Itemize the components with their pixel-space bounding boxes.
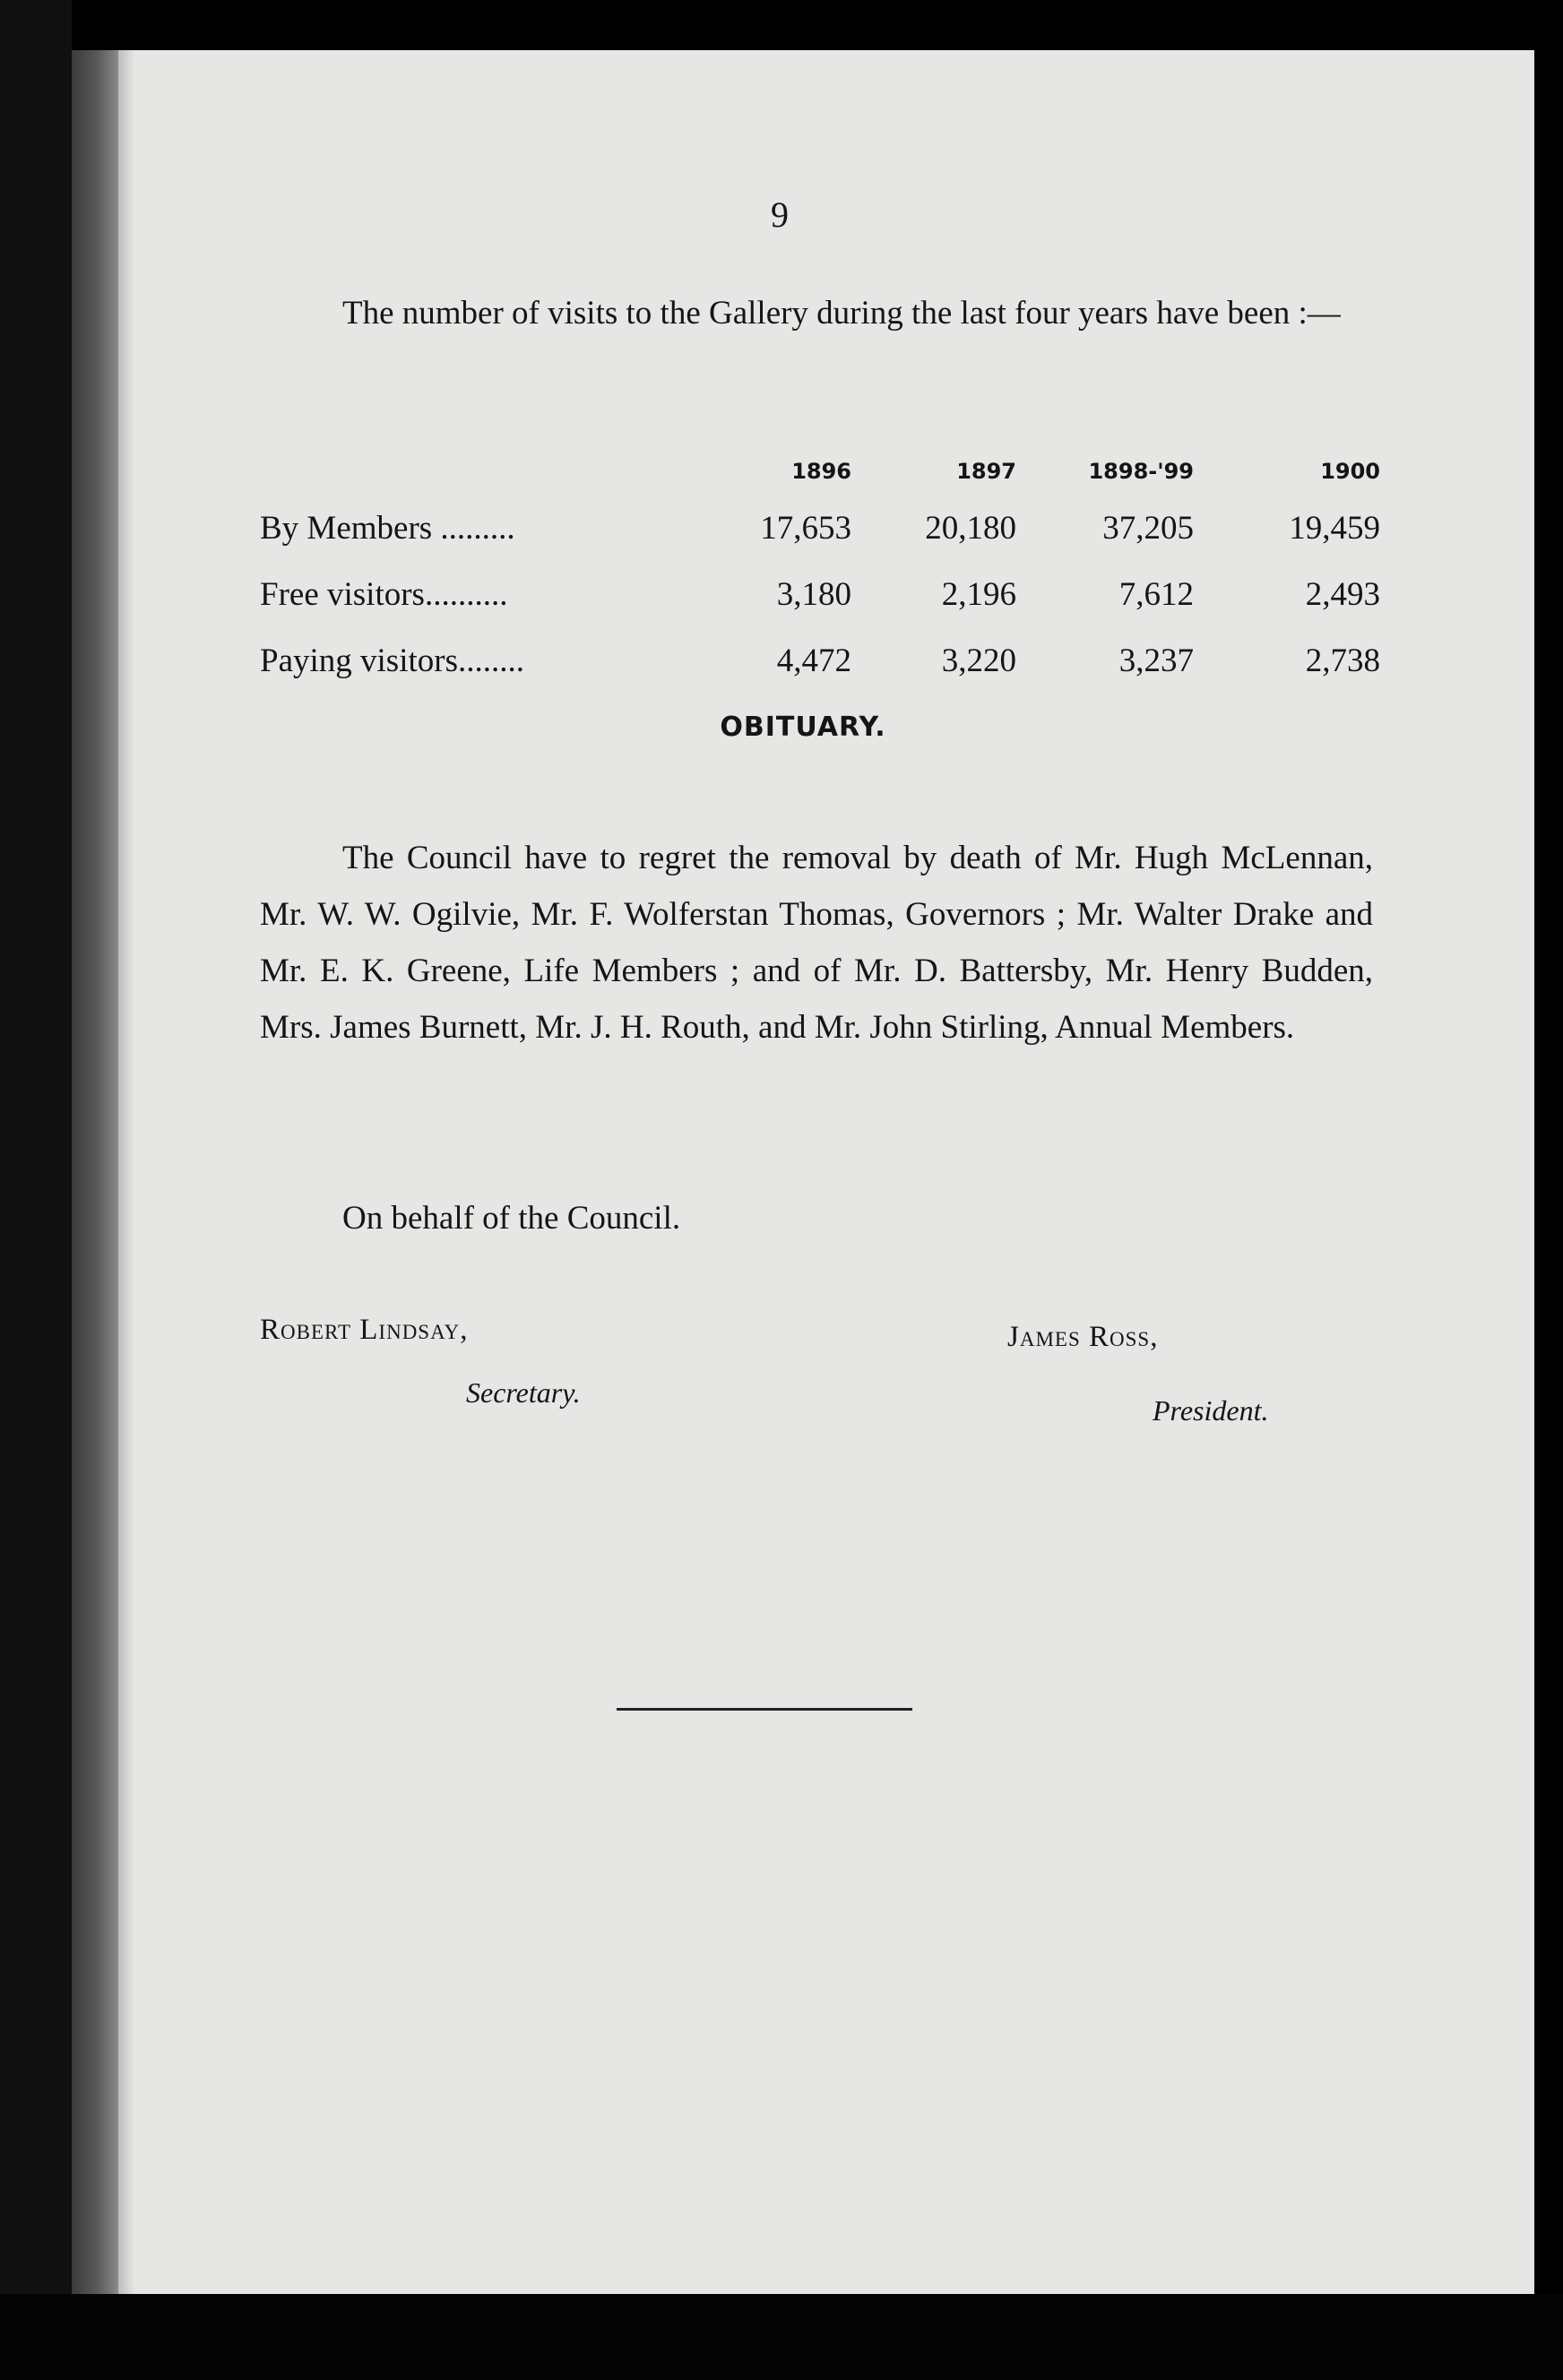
row-label: Paying visitors........ xyxy=(260,642,524,679)
table-cell: 4,472 xyxy=(776,642,851,679)
column-header: 1900 xyxy=(1320,459,1380,484)
book-spine xyxy=(72,50,118,2294)
secretary-signature-name: Robert Lindsay, xyxy=(260,1314,469,1346)
closing-rule xyxy=(617,1708,912,1711)
table-cell: 17,653 xyxy=(760,509,851,547)
table-cell: 19,459 xyxy=(1289,509,1380,547)
table-row xyxy=(260,495,1380,561)
table-cell: 37,205 xyxy=(1102,509,1194,547)
scan-border-right xyxy=(1534,0,1563,2380)
header-spacer xyxy=(260,444,685,495)
row-label: By Members ......... xyxy=(260,509,515,547)
table-row xyxy=(260,561,1380,627)
table-cell: 2,196 xyxy=(941,575,1016,613)
column-header: 1897 xyxy=(956,459,1016,484)
page-number: 9 xyxy=(771,194,789,235)
table-cell: 20,180 xyxy=(925,509,1016,547)
table-cell: 7,612 xyxy=(1118,575,1194,613)
visits-table xyxy=(260,444,1380,694)
closing-line: On behalf of the Council. xyxy=(342,1200,681,1237)
obituary-paragraph: The Council have to regret the removal by death of Mr. Hugh McLennan, Mr. W. W. Ogilvie, Mr. F. Wolferstan Thomas, Governors ; Mr. Walter Drake and Mr. E. K. Greene, Life Members ; and of Mr. D. Battersby, Mr. Henry Budden, Mrs. James Burnett, Mr. J. H. Routh, and Mr. John Stirling, Annual Members. xyxy=(260,840,1373,1046)
table-cell: 2,738 xyxy=(1305,642,1380,679)
table-cell: 3,237 xyxy=(1118,642,1194,679)
president-signature-title: President. xyxy=(1153,1394,1269,1427)
spine-shadow xyxy=(118,50,134,2294)
table-cell: 2,493 xyxy=(1305,575,1380,613)
scan-border-top xyxy=(0,0,1563,50)
table-cell: 3,180 xyxy=(776,575,851,613)
scan-border-bottom xyxy=(0,2294,1563,2380)
table-cell: 3,220 xyxy=(941,642,1016,679)
table-header-row xyxy=(260,444,1380,495)
scan-border-left xyxy=(0,0,72,2380)
column-header: 1898-'99 xyxy=(1088,459,1194,484)
secretary-signature-title: Secretary. xyxy=(466,1376,581,1409)
intro-paragraph: The number of visits to the Gallery during the last four years have been :— xyxy=(342,295,1341,332)
obituary-heading: OBITUARY. xyxy=(720,711,886,743)
row-label: Free visitors.......... xyxy=(260,575,508,613)
column-header: 1896 xyxy=(791,459,851,484)
table-row xyxy=(260,627,1380,694)
document-page xyxy=(72,50,1534,2294)
president-signature-name: James Ross, xyxy=(1007,1321,1159,1353)
